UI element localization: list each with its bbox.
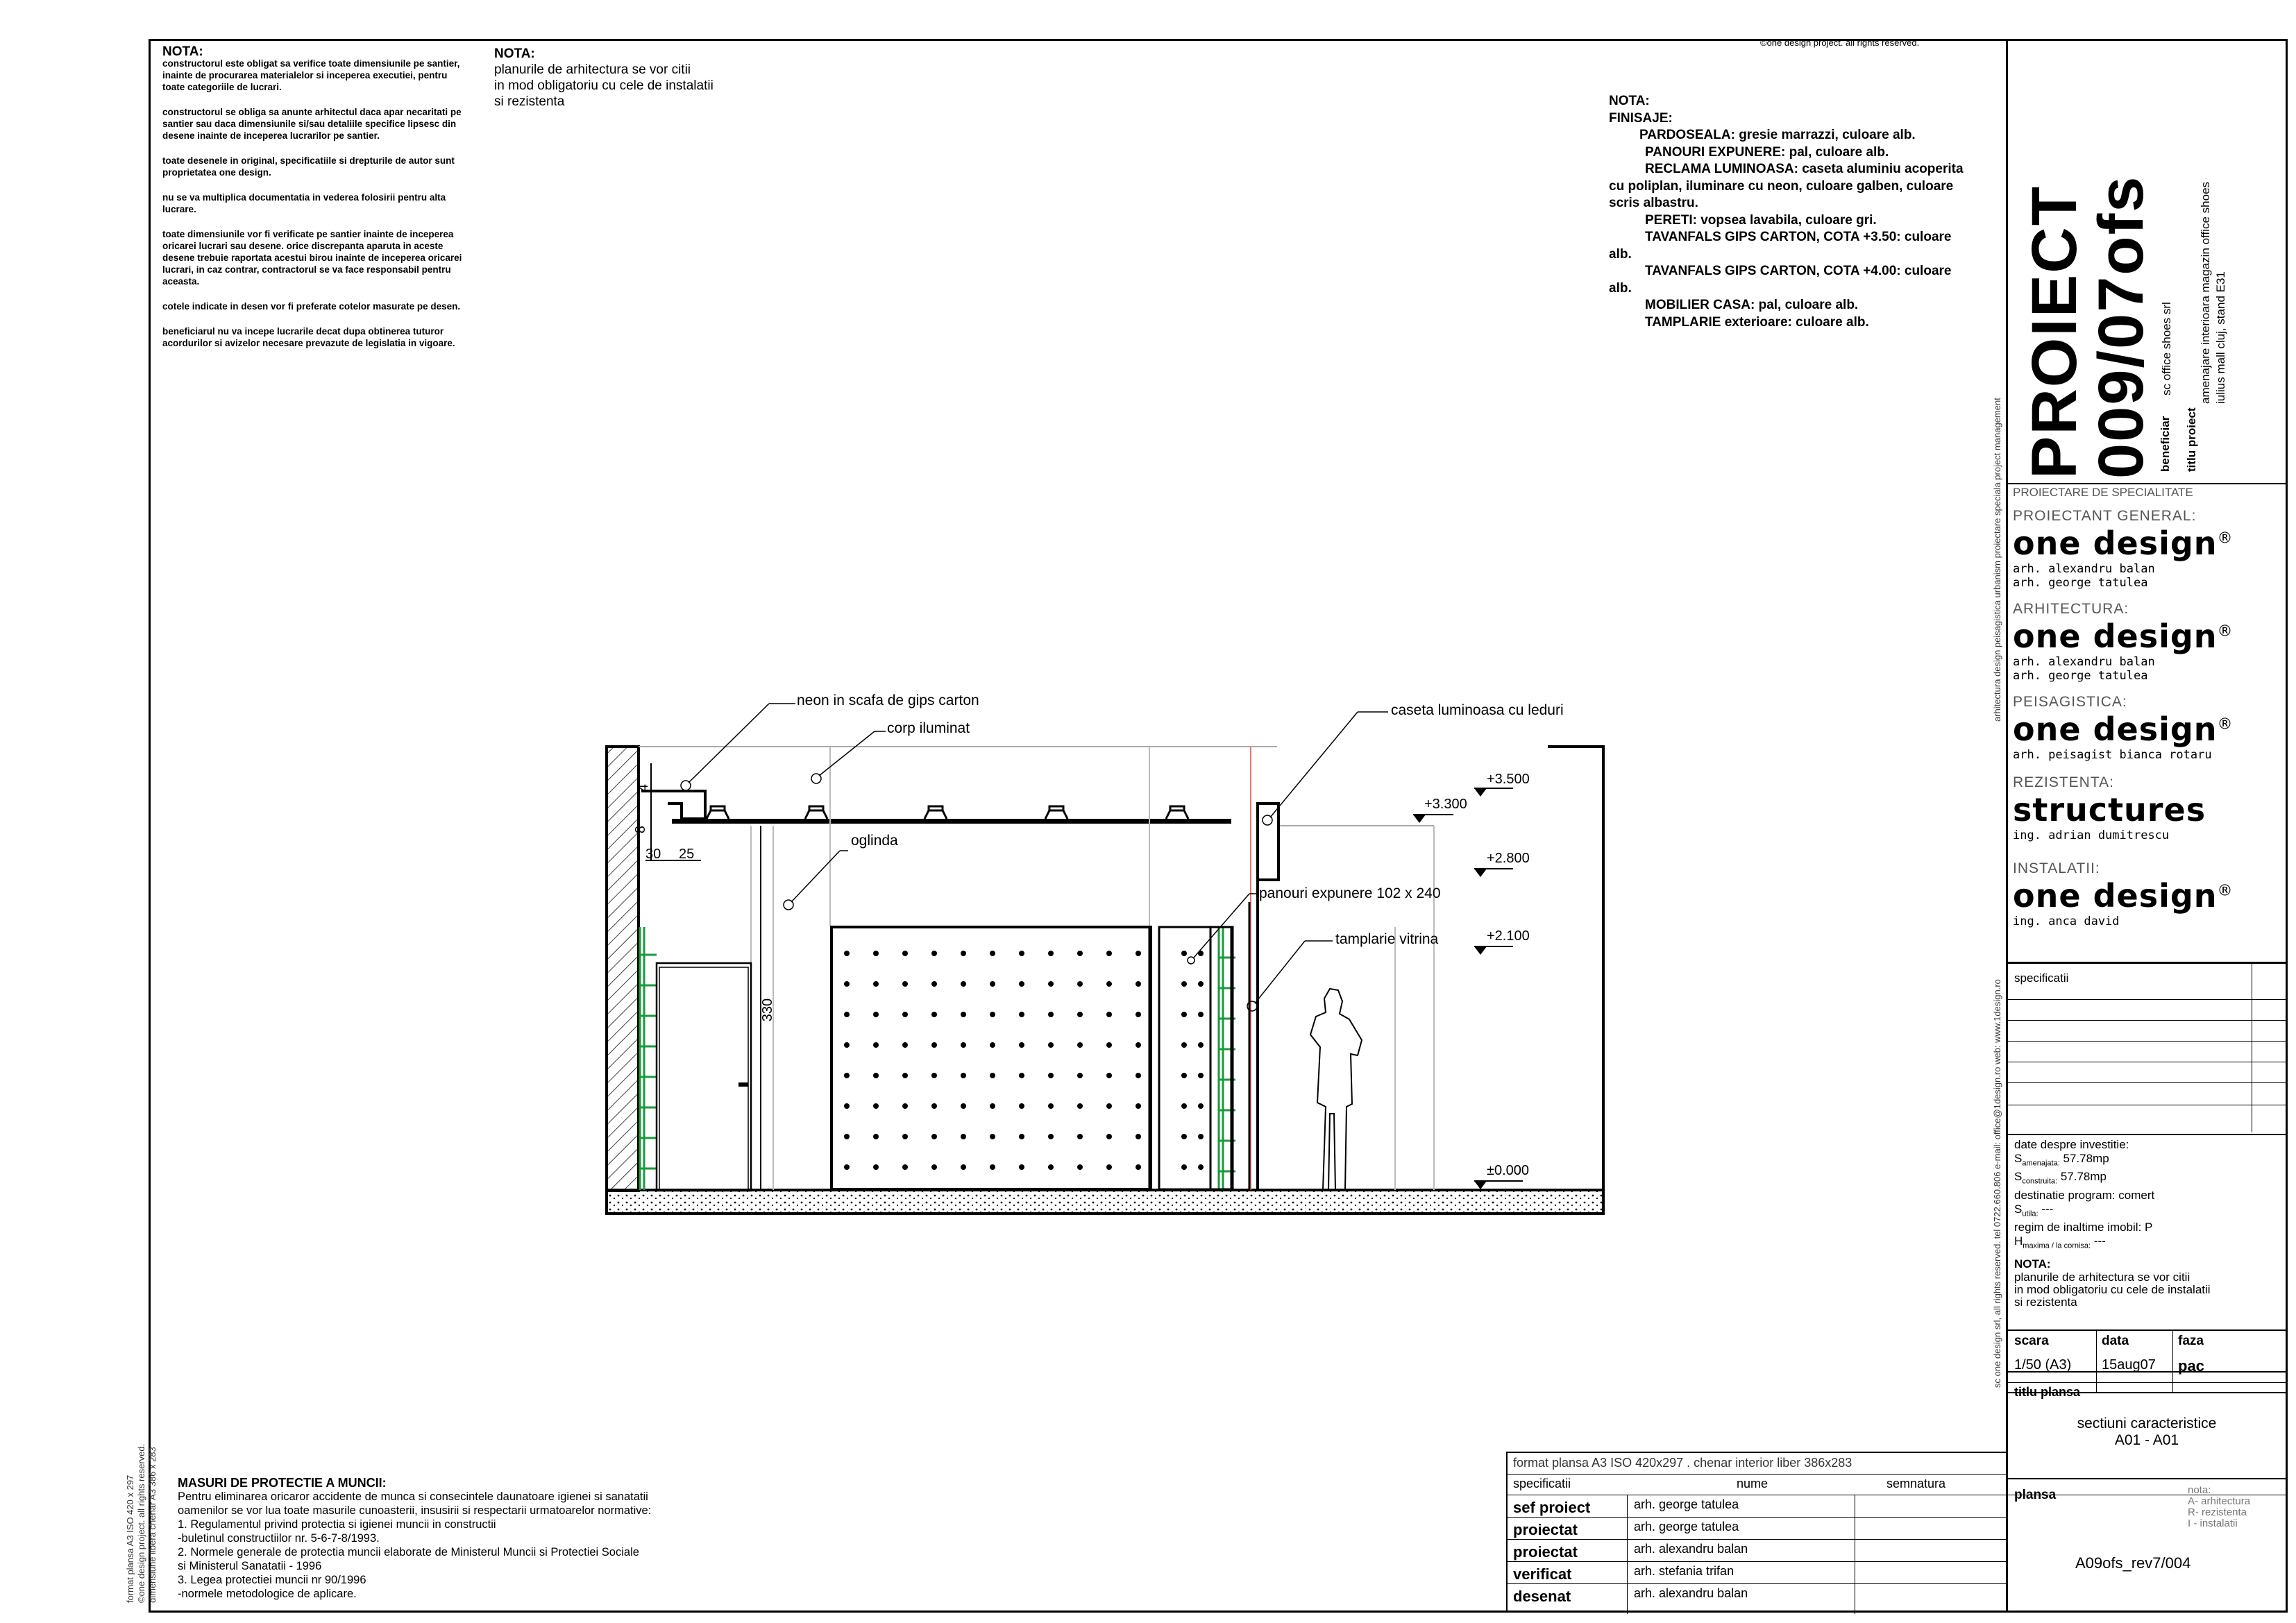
panel-peg	[873, 951, 879, 956]
format-plansa: format plansa A3 ISO 420x297 . chenar interior liber 386x283	[1513, 1456, 1852, 1470]
panel-peg	[844, 951, 850, 956]
finisaje-item: PANOURI EXPUNERE: pal, culoare alb.	[1645, 144, 1889, 160]
panel-peg	[902, 1134, 908, 1139]
finisaje-item: MOBILIER CASA: pal, culoare alb.	[1645, 298, 1859, 312]
right-wall	[1548, 747, 1603, 1190]
titlu-proiect-label: titlu proiect	[2185, 407, 2198, 472]
panel-peg	[1136, 1164, 1141, 1170]
panel-peg	[902, 1012, 908, 1017]
role-verificat: verificat	[1513, 1565, 1572, 1583]
side-services-text: arhitectura design peisagistica urbanism proiectare speciala project management	[1992, 398, 2002, 722]
panel-peg	[1106, 951, 1112, 956]
panel-peg	[1198, 981, 1204, 987]
dim-30: 30	[645, 847, 661, 862]
masuri-line: Pentru eliminarea oricaror accidente de munca si consecintele daunatoare igienei si sanatatii	[178, 1490, 648, 1503]
panel-peg	[990, 951, 995, 956]
panel-peg	[961, 1042, 966, 1048]
annotation-corp-iluminat: corp iluminat	[887, 720, 970, 736]
specialist-section	[2013, 860, 2284, 928]
s-value: 57.78mp	[2060, 1170, 2107, 1184]
panel-peg	[1198, 1103, 1204, 1109]
level-0000: ±0.000	[1487, 1163, 1530, 1178]
panel-peg	[1048, 1073, 1054, 1078]
masuri-protectie	[178, 1476, 768, 1601]
role-proiectat: proiectat	[1513, 1543, 1578, 1561]
panel-peg	[931, 1134, 937, 1139]
section-caption: ARHITECTURA:	[2013, 601, 2129, 617]
panel-peg	[931, 981, 937, 987]
beneficiar-value: sc office shoes srl	[2160, 302, 2173, 396]
project-title	[2021, 176, 2154, 479]
nota-title: NOTA:	[162, 44, 203, 59]
col-nume: nume	[1737, 1477, 1769, 1490]
panel-peg	[902, 1164, 908, 1170]
specificatii-label: specificatii	[2014, 971, 2069, 985]
panel-peg	[931, 1012, 937, 1017]
specialists-list	[2013, 508, 2284, 928]
sig-col-line	[1627, 1495, 1628, 1614]
tb-nota-line: si rezistenta	[2014, 1295, 2077, 1309]
panel-peg	[1181, 1164, 1187, 1170]
panel-peg	[1136, 951, 1141, 956]
panel-peg	[1048, 1042, 1054, 1048]
role-sef-proiect: sef proiect	[1513, 1499, 1591, 1516]
masuri-line: 2. Normele generale de protectia muncii elaborate de Ministerul Muncii si Protectiei Sociale	[178, 1546, 639, 1558]
spec-grid-row	[2008, 963, 2286, 964]
panel-peg	[1106, 1134, 1112, 1139]
panel-peg	[990, 1012, 995, 1017]
door	[657, 963, 751, 1191]
specialist-section	[2013, 508, 2284, 601]
panel-peg	[902, 1103, 908, 1109]
panel-peg	[873, 981, 879, 987]
name-verificat: arh. stefania trifan	[1634, 1564, 1734, 1578]
section-caption: PEISAGISTICA:	[2013, 694, 2127, 710]
panel-peg	[902, 951, 908, 956]
person: arh. george tatulea	[2013, 576, 2148, 590]
panel-peg	[844, 981, 850, 987]
nota-paragraph: constructorul este obligat sa verifice toate dimensiunile pe santier, inainte de procurarea materialelor si inceperea executiei, pentru toate categoriile de lucrari.	[162, 58, 460, 92]
panel-peg	[1077, 951, 1083, 956]
panel-peg	[873, 1164, 879, 1170]
panel-peg	[1181, 1012, 1187, 1017]
panel-peg	[844, 1073, 850, 1078]
person: ing. adrian dumitrescu	[2013, 829, 2170, 842]
level-lines	[1413, 788, 1523, 1181]
firm-name	[2013, 791, 2284, 829]
panel-peg	[931, 1103, 937, 1109]
format-vertical	[125, 1444, 158, 1603]
annotation-panouri: panouri expunere 102 x 240	[1259, 885, 1441, 901]
nota-paragraph: toate dimensiunile vor fi verificate pe santier inainte de inceperea oricarei lucrari sau desene. orice discrepanta aparuta in aceste desene trebuie raportata acestui birou inainte de inceperea oricarei lucrari, in caz contrar, contractorul se va face responsabil pentru aceasta.	[162, 229, 462, 287]
panel-peg	[844, 1012, 850, 1017]
beneficiar-label: beneficiar	[2159, 416, 2172, 472]
role-desenat: desenat	[1513, 1588, 1571, 1605]
titlu-plansa	[2008, 1416, 2286, 1449]
panel-peg	[1136, 1012, 1141, 1017]
sig-row-line	[1508, 1539, 2006, 1540]
scara-value: 1/50 (A3)	[2014, 1357, 2072, 1373]
panel-peg	[902, 1042, 908, 1048]
panel-peg	[1198, 1073, 1204, 1078]
level-3300: +3.300	[1424, 797, 1467, 812]
panel-peg	[961, 1073, 966, 1078]
panel-peg	[1048, 951, 1054, 956]
panel-peg	[873, 1042, 879, 1048]
panel-peg	[1106, 1164, 1112, 1170]
panel-peg	[990, 1164, 995, 1170]
h-label: H	[2014, 1234, 2023, 1248]
person-silhouette	[1310, 989, 1362, 1190]
panel-peg	[902, 981, 908, 987]
panel-peg	[1106, 1042, 1112, 1048]
firm-text: structures	[2013, 791, 2206, 829]
faza-label: faza	[2178, 1334, 2204, 1348]
data-label: data	[2102, 1334, 2129, 1348]
panel-peg	[844, 1134, 850, 1139]
masuri-line: -buletinul constructiilor nr. 5-6-7-8/1993.	[178, 1532, 380, 1545]
nota-paragraph: cotele indicate in desen vor fi preferate cotelor masurate pe desen.	[162, 301, 461, 312]
masuri-title: MASURI DE PROTECTIE A MUNCII:	[178, 1476, 387, 1490]
nota-mid-line: planurile de arhitectura se vor citii	[494, 62, 691, 77]
firm-text: one design	[2013, 877, 2218, 915]
sig-row-line	[1508, 1561, 2006, 1562]
panel-peg	[873, 1073, 879, 1078]
investitie-block	[2014, 1138, 2278, 1309]
panel-peg	[1019, 981, 1024, 987]
panel-peg	[931, 1164, 937, 1170]
person: ing. anca david	[2013, 915, 2120, 928]
masuri-line: -normele metodologice de aplicare.	[178, 1588, 357, 1600]
nota-paragraph: beneficiarul nu va incepe lucrarile decat dupa obtinerea tuturor acordurilor si avizelor necesare prevazute de legislatia in vigoare.	[162, 326, 455, 348]
s-value: 57.78mp	[2063, 1152, 2109, 1165]
person: arh. george tatulea	[2013, 669, 2148, 683]
panel-peg	[1077, 1103, 1083, 1109]
panel-peg	[1048, 1164, 1054, 1170]
titlu-proiect-line1: amenajare interioara magazin office shoes	[2199, 181, 2212, 404]
spec-grid-row	[2008, 1082, 2286, 1083]
panel-peg	[1136, 1042, 1141, 1048]
s-sub: amenajata:	[2022, 1159, 2060, 1168]
spec-grid-row	[2008, 999, 2286, 1000]
finisaje-item: TAVANFALS GIPS CARTON, COTA +3.50: culoare alb.	[1609, 230, 1952, 262]
sig-row-line	[1508, 1583, 2006, 1584]
panel-peg	[1181, 1103, 1187, 1109]
tb-nota-line: planurile de arhitectura se vor citii	[2014, 1270, 2191, 1284]
annotation-neon: neon in scafa de gips carton	[797, 692, 979, 708]
panel-peg	[1106, 1103, 1112, 1109]
masuri-line: si Ministerul Sanatatii - 1996	[178, 1560, 322, 1572]
panel-peg	[961, 1012, 966, 1017]
titlu-proiect-line2: iulius mall cluj, stand E31	[2214, 271, 2227, 404]
finisaje-item: RECLAMA LUMINOASA: caseta aluminiu acoperita cu poliplan, iluminare cu neon, culoare galben, culoare scris albastru.	[1609, 162, 1964, 210]
masuri-line: oamenilor se vor lua toate masurile cunoasterii, insusirii si respectarii urmatoarelor normative:	[178, 1504, 652, 1517]
dim-4: 4	[636, 783, 652, 792]
firm-name	[2013, 525, 2284, 562]
sig-row-line	[1508, 1517, 2006, 1518]
panel-peg	[844, 1103, 850, 1109]
finisaje-subtitle: FINISAJE:	[1609, 110, 1673, 126]
panel-peg	[1136, 981, 1141, 987]
faza-value: pac	[2178, 1357, 2204, 1375]
panel-peg	[1077, 1073, 1083, 1078]
scara-label: scara	[2014, 1334, 2049, 1348]
h-value: ---	[2093, 1234, 2106, 1248]
plansa-number: A09ofs_rev7/004	[2075, 1554, 2191, 1572]
titlu-plansa-line1: sectiuni caracteristice	[2077, 1416, 2217, 1431]
floor-slab	[607, 1190, 1603, 1214]
s-sub: utila:	[2022, 1209, 2038, 1218]
signature-block	[1506, 1452, 2006, 1613]
destinatie: destinatie program: comert	[2014, 1188, 2155, 1202]
panel-peg	[1181, 1042, 1187, 1048]
panel-peg	[873, 1103, 879, 1109]
panel-peg	[1019, 1103, 1024, 1109]
level-3500: +3.500	[1487, 772, 1530, 787]
reg-mark: ®	[2217, 622, 2234, 640]
format-vertical-line: ©one design project. all rights reserved.	[136, 1443, 146, 1603]
s-value: ---	[2041, 1202, 2054, 1216]
panel-peg	[1181, 1134, 1187, 1139]
plansa-nota-line: I - instalatii	[2188, 1518, 2238, 1529]
s-label: S	[2014, 1170, 2023, 1184]
data-value: 15aug07	[2102, 1357, 2156, 1373]
panel-peg	[1181, 1073, 1187, 1078]
tb-nota-line: in mod obligatoriu cu cele de instalatii	[2014, 1282, 2211, 1296]
dim-8: 8	[633, 825, 649, 834]
reg-mark: ®	[2217, 715, 2234, 733]
panel-peg	[1077, 1012, 1083, 1017]
display-panel-side	[1159, 927, 1231, 1189]
panel-peg	[1019, 1042, 1024, 1048]
plansa-nota	[2188, 1485, 2250, 1529]
leader-lines	[681, 704, 1388, 1011]
firm-name	[2013, 711, 2284, 748]
sig-row-line	[1508, 1474, 2006, 1475]
panel-peg	[1048, 1103, 1054, 1109]
regim: regim de inaltime imobil: P	[2014, 1221, 2153, 1234]
project-label: PROIECT	[2019, 185, 2090, 479]
panel-peg	[1198, 1012, 1204, 1017]
annotation-oglinda: oglinda	[851, 833, 898, 849]
proiectare-specialitate: PROIECTARE DE SPECIALITATE	[2013, 486, 2193, 499]
section-caption: REZISTENTA:	[2013, 774, 2114, 790]
panel-peg	[961, 1134, 966, 1139]
panel-peg	[902, 1073, 908, 1078]
nota-paragraph: toate desenele in original, specificatiile si drepturile de autor sunt proprietatea one design.	[162, 155, 455, 178]
left-wall	[607, 747, 639, 1191]
nota-paragraph: nu se va multiplica documentatia in vederea folosirii pentru alta lucrare.	[162, 192, 446, 214]
investitie-title: date despre investitie:	[2014, 1138, 2129, 1151]
firm-text: one design	[2013, 618, 2218, 655]
s-sub: construita:	[2022, 1177, 2058, 1186]
panel-peg	[1181, 951, 1187, 956]
panel-peg	[1136, 1134, 1141, 1139]
panel-peg	[990, 1134, 995, 1139]
reg-mark: ®	[2217, 882, 2234, 900]
firm-text: one design	[2013, 711, 2218, 748]
level-2100: +2.100	[1487, 928, 1530, 944]
panel-peg	[1198, 1134, 1204, 1139]
display-panel-main	[832, 927, 1151, 1189]
specialist-section	[2013, 694, 2284, 774]
col-specificatii: specificatii	[1513, 1477, 1571, 1490]
panel-peg	[844, 1164, 850, 1170]
scara-divider	[2096, 1329, 2097, 1392]
finisaje-item: PERETI: vopsea lavabila, culoare gri.	[1645, 212, 1877, 228]
panel-peg	[1077, 1134, 1083, 1139]
name-desenat: arh. alexandru balan	[1634, 1586, 1748, 1600]
firm-name	[2013, 618, 2284, 655]
panel-peg	[873, 1012, 879, 1017]
level-markers	[1413, 788, 1487, 1189]
panel-peg	[873, 1134, 879, 1139]
nota-mid-title: NOTA:	[494, 46, 535, 61]
plansa-label: plansa	[2014, 1488, 2057, 1502]
panel-peg	[961, 951, 966, 956]
panel-peg	[1077, 981, 1083, 987]
copyright-text: ©one design project. all rights reserved.	[1760, 37, 1920, 48]
masuri-line: 3. Legea protectiei muncii nr 90/1996	[178, 1574, 366, 1586]
finisaje-item: PARDOSEALA: gresie marrazzi, culoare alb.	[1639, 128, 1916, 142]
specialist-section	[2013, 601, 2284, 694]
panel-peg	[1136, 1103, 1141, 1109]
specialist-section	[2013, 774, 2284, 860]
panel-peg	[931, 1042, 937, 1048]
name-proiectat: arh. george tatulea	[1634, 1520, 1739, 1533]
person: arh. peisagist bianca rotaru	[2013, 748, 2212, 762]
panel-peg	[844, 1042, 850, 1048]
panel-peg	[1136, 1073, 1141, 1078]
person: arh. alexandru balan	[2013, 655, 2155, 669]
h-sub: maxima / la cornisa:	[2023, 1241, 2091, 1250]
data-divider	[2172, 1329, 2173, 1392]
spec-grid-row	[2008, 1041, 2286, 1042]
section-caption: INSTALATII:	[2013, 860, 2100, 876]
panel-peg	[990, 1042, 995, 1048]
panel-peg	[1048, 981, 1054, 987]
panel-peg	[961, 981, 966, 987]
ceiling-bar	[672, 819, 1231, 824]
firm-text: one design	[2013, 525, 2218, 562]
plansa-nota-line: A- arhitectura	[2188, 1495, 2251, 1507]
panel-peg	[1048, 1012, 1054, 1017]
panel-peg	[931, 1073, 937, 1078]
section-caption: PROIECTANT GENERAL:	[2013, 508, 2197, 524]
level-2800: +2.800	[1487, 851, 1530, 866]
role-proiectat: proiectat	[1513, 1521, 1578, 1538]
project-number: 009/07ofs	[2086, 175, 2156, 479]
reg-mark: ®	[2217, 529, 2234, 547]
dim-25: 25	[679, 847, 695, 862]
format-vertical-line: format plansa A3 ISO 420 x 297	[125, 1475, 135, 1603]
panel-peg	[1077, 1164, 1083, 1170]
finisaje-title: NOTA:	[1609, 94, 1650, 108]
s-label: S	[2014, 1152, 2023, 1165]
panel-peg	[1106, 1012, 1112, 1017]
spec-grid-row	[2008, 1020, 2286, 1021]
titlu-plansa-line2: A01 - A01	[2114, 1432, 2179, 1448]
panel-peg	[990, 1103, 995, 1109]
s-construita	[2014, 1170, 2278, 1188]
panel-peg	[1106, 981, 1112, 987]
titlu-plansa-label: titlu plansa	[2014, 1385, 2081, 1399]
masuri-line: 1. Regulamentul privind protectia si igienei muncii in constructii	[178, 1518, 496, 1531]
panel-peg	[961, 1103, 966, 1109]
panel-peg	[1106, 1073, 1112, 1078]
finisaje-item: TAVANFALS GIPS CARTON, COTA +4.00: culoare alb.	[1609, 264, 1952, 296]
person: arh. alexandru balan	[2013, 562, 2155, 576]
annotation-caseta: caseta luminoasa cu leduri	[1391, 702, 1564, 718]
s-utila	[2014, 1203, 2278, 1221]
nota-mid-line: in mod obligatoriu cu cele de instalatii	[494, 78, 714, 93]
col-semnatura: semnatura	[1886, 1477, 1946, 1490]
panel-peg	[931, 951, 937, 956]
panel-peg	[1019, 1164, 1024, 1170]
panel-peg	[990, 981, 995, 987]
plansa-nota-line: R- rezistenta	[2188, 1506, 2247, 1518]
panel-peg	[1019, 1073, 1024, 1078]
dim-330: 330	[760, 998, 776, 1022]
s-amenajata	[2014, 1152, 2278, 1170]
name-proiectat: arh. alexandru balan	[1634, 1542, 1748, 1556]
finisaje-item: TAMPLARIE exterioare: culoare alb.	[1645, 314, 1869, 330]
panel-peg	[1181, 981, 1187, 987]
panel-peg	[1198, 1164, 1204, 1170]
panel-peg	[990, 1073, 995, 1078]
tb-nota-title: NOTA:	[2014, 1257, 2051, 1271]
name-sef-proiect: arh. george tatulea	[1634, 1497, 1739, 1511]
panel-peg	[1019, 951, 1024, 956]
panel-peg	[1077, 1042, 1083, 1048]
annotation-tamplarie: tamplarie vitrina	[1335, 931, 1439, 947]
panel-peg	[1048, 1134, 1054, 1139]
panel-peg	[961, 1164, 966, 1170]
panel-peg	[1019, 1012, 1024, 1017]
h-maxima	[2014, 1234, 2278, 1252]
nota-paragraph: constructorul se obliga sa anunte arhitectul daca apar necaritati pe santier sau daca dimensiunile si/sau detaliile specifice lipsesc din desene inainte de inceperea lucrarilor pe santier.	[162, 107, 462, 141]
format-vertical-line: dimensiune libera chenar A3 386 x 283	[147, 1447, 158, 1603]
s-label: S	[2014, 1202, 2023, 1216]
panel-peg	[1198, 1042, 1204, 1048]
side-contact-text: sc one design srl, all rights reserved. tel 0722.660.806 e-mail: office@1design.ro web: www.1design.ro	[1992, 979, 2002, 1388]
panel-peg	[1019, 1134, 1024, 1139]
nota-mid-line: si rezistenta	[494, 94, 565, 109]
firm-name	[2013, 877, 2284, 915]
ceiling-lights	[707, 806, 1188, 819]
plansa-nota-line: nota:	[2188, 1484, 2211, 1496]
